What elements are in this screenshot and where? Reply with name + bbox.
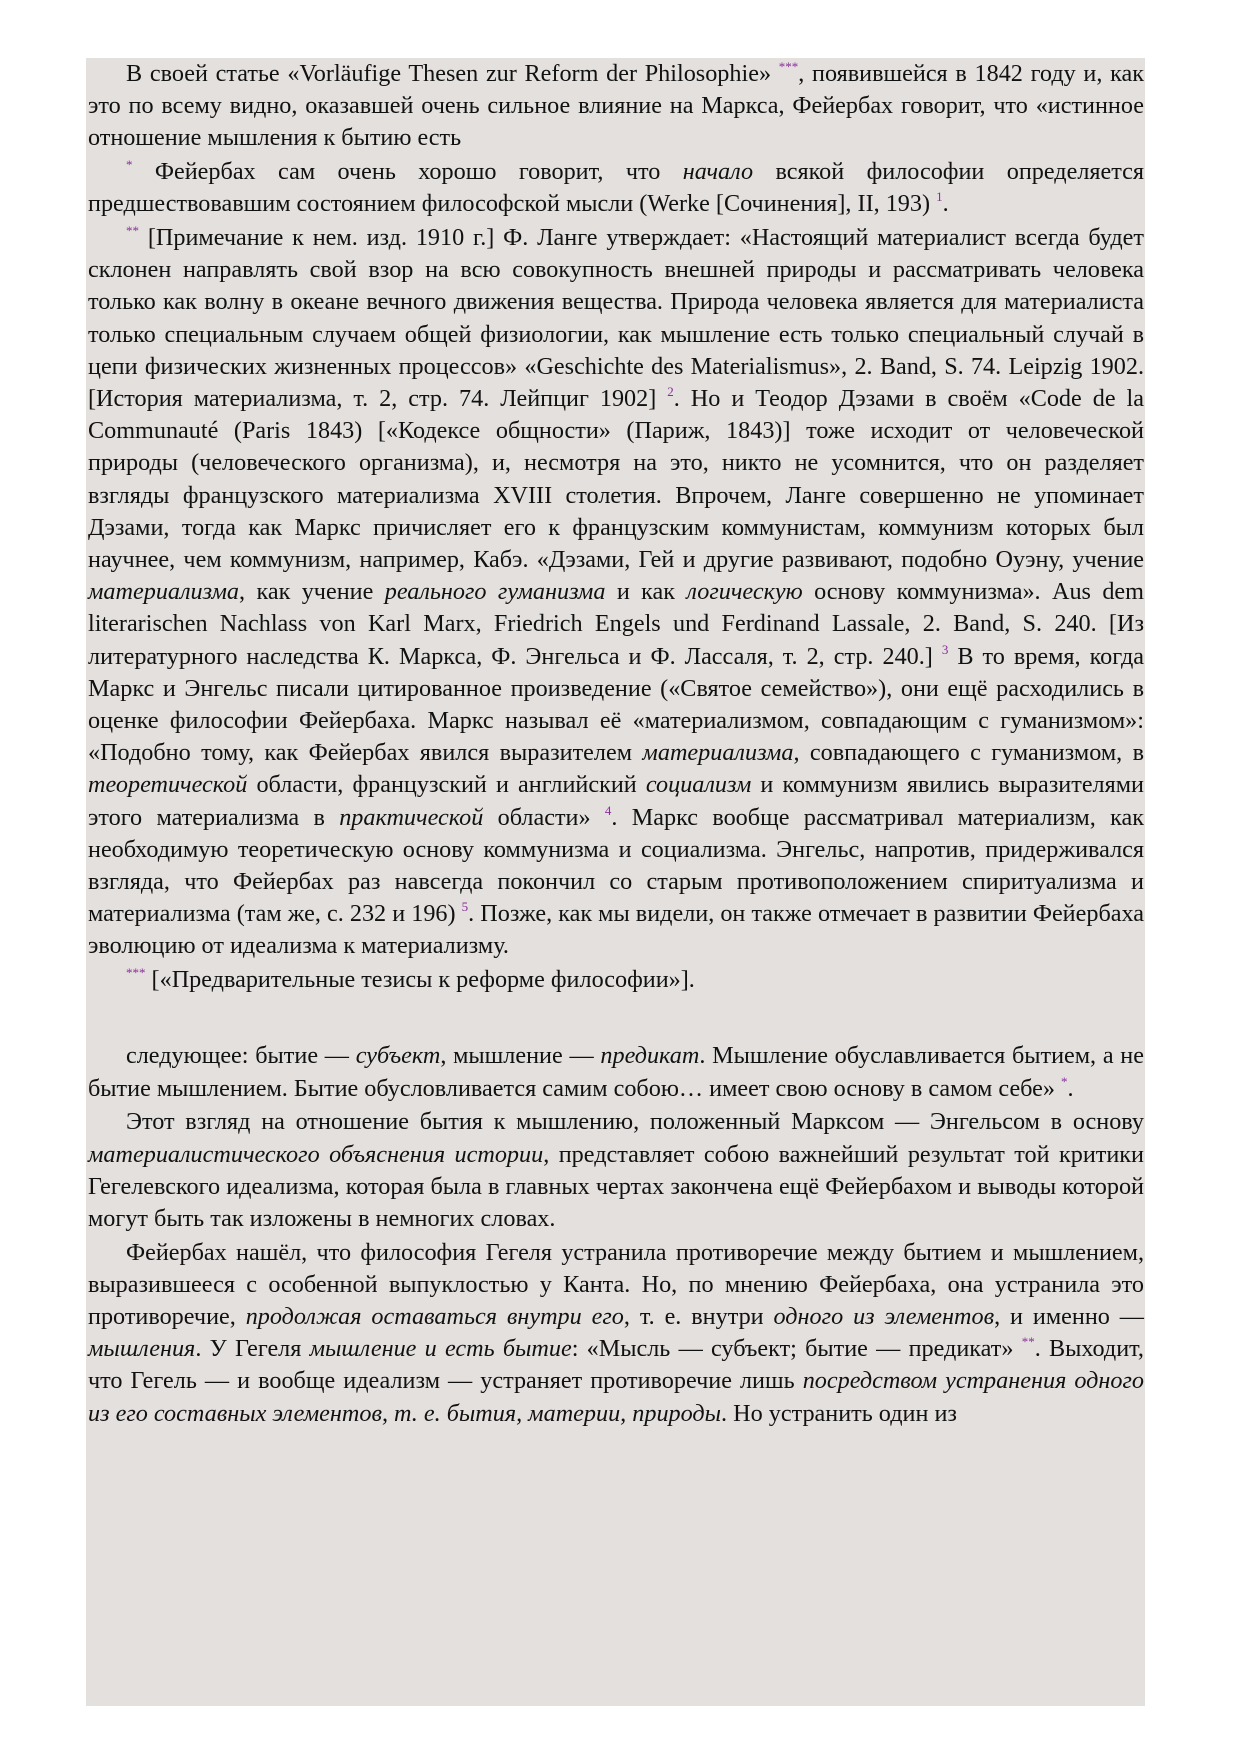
footnote-3 xyxy=(88,964,1144,996)
text-run: следующее: бытие — xyxy=(126,1042,356,1070)
text-run: . Выходит, что Гегель — и вообще идеализм — устраняет противоречие лишь xyxy=(88,1335,1144,1395)
text-run: , появившейся в 1842 году и, как это по всему видно, оказавшей очень сильное влияние на Маркса, Фейербах говорит, что «истинное отношение мышления к бытию есть xyxy=(88,60,1144,152)
text-run: Фейербах нашёл, что философия Гегеля устранила противоречие между бытием и мышлением, выразившееся с особенной выпуклостью у Канта. Но, по мнению Фейербаха, она устранила это противоречие, xyxy=(88,1238,1144,1331)
text-run-italic: теоретической xyxy=(88,771,248,799)
footnote-marker: 2 xyxy=(667,384,674,400)
footnote-marker: 4 xyxy=(604,802,612,818)
text-run: области» xyxy=(483,803,605,831)
text-run-italic: одного из элементов xyxy=(773,1303,995,1331)
text-run: . xyxy=(1067,1074,1074,1102)
text-run-italic: предикат xyxy=(600,1042,700,1070)
text-run: В своей статье «Vorläufige Thesen zur Reform der Philosophie» xyxy=(126,60,779,87)
text-run: [Примечание к нем. изд. 1910 г.] Ф. Ланге утверждает: «Настоящий материалист всегда будет склонен направлять свой взор на всю совокупность внешней природы и рассматривать человека только как волну в океане вечного движения вещества. Природа человека является для материалиста только специальным случаем общей физиологии, как мышление есть только специальный случай в цепи физических жизненных процессов» «Geschichte des Materialismus», 2. Band, S. 74. Leipzig 1902. [История материализма, т. 2, стр. 74. Лейпциг 1902] xyxy=(88,224,1144,413)
text-run: всякой философии определяется предшествовавшим состоянием философской мысли (Werke [Сочинения], II, 193) xyxy=(88,158,1144,218)
text-run-italic: продолжая оставаться внутри его xyxy=(245,1303,624,1331)
footnote-2 xyxy=(88,222,1144,963)
text-run: : «Мысль — субъект; бытие — предикат» xyxy=(571,1335,1022,1363)
text-run: основу коммунизма». Aus dem literarischen Nachlass von Karl Marx, Friedrich Engels und Ferdinand Lassale, 2. Band, S. 240. [Из литературного наследства К. Маркса, Ф. Энгельса и Ф. Лассаля, т. 2, стр. 240.] xyxy=(88,578,1144,670)
text-run: . Мышление обуславливается бытием, а не бытие мышлением. Бытие обусловливается самим собою… имеет свою основу в самом себе» xyxy=(88,1042,1144,1102)
text-run: В то время, когда Маркс и Энгельс писали цитированное произведение («Святое семейство»), они ещё расходились в оценке философии Фейербаха. Маркс называл её «материализмом, совпадающим с гуманизмом»: «Подобно тому, как Фейербах явился выразителем xyxy=(88,642,1144,767)
text-run-italic: материалистического объяснения истории xyxy=(88,1140,544,1168)
text-run-italic: реального гуманизма xyxy=(384,578,606,606)
text-run: [«Предварительные тезисы к реформе философии»]. xyxy=(145,966,695,994)
text-run-italic: материализма xyxy=(88,578,240,606)
text-run: . Но устранить один из xyxy=(721,1399,957,1427)
document-body xyxy=(88,58,1144,1431)
text-run: области, французский и английский xyxy=(247,771,646,799)
text-run: , совпадающего с гуманизмом, в xyxy=(793,739,1144,767)
text-run: и как xyxy=(605,578,687,606)
footnote-marker: 5 xyxy=(461,899,469,915)
text-run-italic: практической xyxy=(339,803,484,831)
text-run: , и именно — xyxy=(994,1303,1144,1331)
text-run-italic: субъект xyxy=(355,1042,441,1070)
text-run: . Но и Теодор Дэзами в своём «Code de la Communauté (Paris 1843) [«Кодексе общности» (Париж, 1843)] тоже исходит от человеческой природы (человеческого организма), и, несмотря на это, никто не усомнится, что он разделяет взгляды французского материализма XVIII столетия. Впрочем, Ланге совершенно не упоминает Дэзами, тогда как Маркс причисляет его к французским коммунистам, коммунизм которых был научнее, чем коммунизм, например, Кабэ. «Дэзами, Гей и другие развивают, подобно Оуэну, учение xyxy=(88,385,1144,574)
text-run: , представляет собою важнейший результат той критики Гегелевского идеализма, которая была в главных чертах закончена ещё Фейербахом и выводы которой могут быть так изложены в немногих словах. xyxy=(88,1140,1144,1232)
paragraph-continuation xyxy=(88,1040,1144,1104)
paragraph-view xyxy=(88,1106,1144,1235)
text-run: . Маркс вообще рассматривал материализм, как необходимую теоретическую основу коммунизма и социализма. Энгельс, напротив, придерживался взгляда, что Фейербах раз навсегда покончил со старым противоположением спиритуализма и материализма (там же, с. 232 и 196) xyxy=(88,803,1144,928)
footnote-marker: *** xyxy=(126,965,146,981)
footnote-marker: *** xyxy=(778,59,799,74)
paragraph-intro xyxy=(88,58,1144,155)
text-run: Фейербах сам очень хорошо говорит, что xyxy=(132,158,683,186)
footnote-marker: ** xyxy=(126,223,139,239)
footnote-marker: * xyxy=(126,157,133,173)
text-run-italic: посредством устранения одного из его составных элементов, т. е. бытия, материи, природы xyxy=(88,1367,1144,1427)
text-run: . xyxy=(942,190,949,218)
footnote-marker: 1 xyxy=(936,189,943,205)
footnote-1 xyxy=(88,156,1144,220)
text-run-italic: мышление и есть бытие xyxy=(309,1335,572,1363)
footnote-marker: ** xyxy=(1021,1334,1035,1350)
text-run: , мышление — xyxy=(440,1042,601,1070)
text-run: и коммунизм явились выразителями этого материализма в xyxy=(88,771,1144,831)
paragraph-feuerbach xyxy=(88,1237,1144,1430)
footnote-marker: * xyxy=(1061,1073,1068,1089)
text-run: Этот взгляд на отношение бытия к мышлению, положенный Марксом — Энгельсом в основу xyxy=(126,1108,1144,1136)
text-run-italic: мышления xyxy=(88,1335,196,1363)
footnote-marker: 3 xyxy=(941,641,949,657)
text-run-italic: логическую xyxy=(686,578,803,606)
text-run: . Позже, как мы видели, он также отмечает в развитии Фейербаха эволюцию от идеализма к материализму. xyxy=(88,900,1145,960)
text-run-italic: материализма xyxy=(642,739,794,767)
text-run-italic: социализм xyxy=(645,771,752,799)
text-run: , как учение xyxy=(239,578,385,606)
text-run-italic: начало xyxy=(682,158,754,186)
text-run: , т. е. внутри xyxy=(623,1303,774,1331)
text-run: . У Гегеля xyxy=(195,1335,310,1363)
